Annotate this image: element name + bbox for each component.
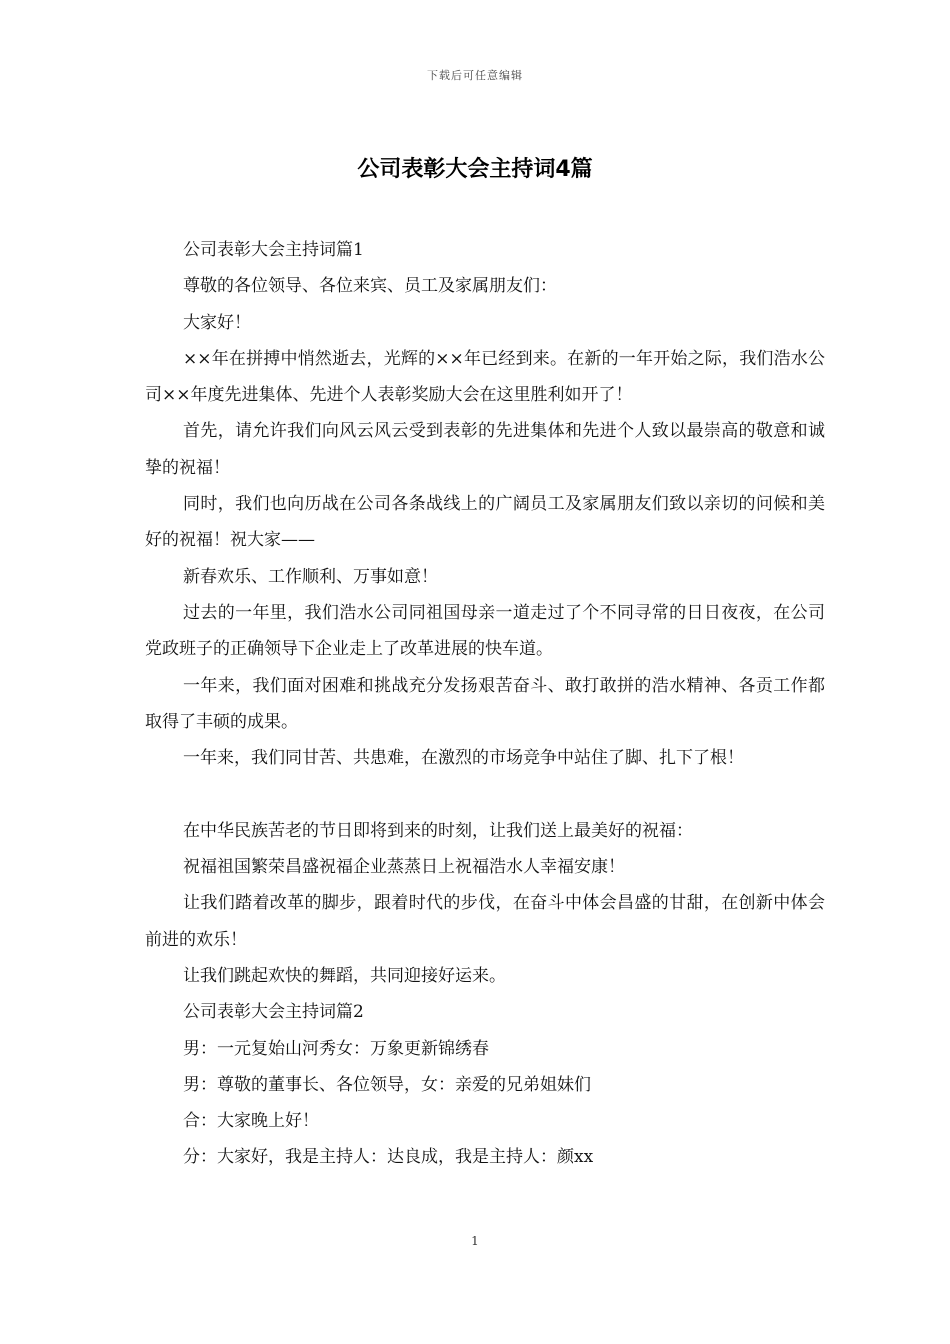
paragraph: 合：大家晚上好！ bbox=[183, 1111, 319, 1132]
blank-line bbox=[145, 776, 825, 812]
paragraph: 男：一元复始山河秀女：万象更新锦绣春 bbox=[183, 1038, 489, 1059]
paragraph: 在中华民族苦老的节日即将到来的时刻，让我们送上最美好的祝福： bbox=[183, 820, 693, 841]
document-title: 公司表彰大会主持词4篇 bbox=[357, 157, 593, 182]
page-number: 1 bbox=[471, 1234, 479, 1248]
paragraph: 让我们跳起欢快的舞蹈，共同迎接好运来。 bbox=[183, 965, 506, 986]
paragraph: 尊敬的各位领导、各位来宾、员工及家属朋友们： bbox=[183, 276, 557, 297]
paragraph: 同时，我们也向历战在公司各条战线上的广阔员工及家属朋友们致以亲切的问候和美好的祝福！祝大家—— bbox=[145, 494, 825, 551]
paragraph: 首先，请允许我们向风云风云受到表彰的先进集体和先进个人致以最崇高的敬意和诚挚的祝福！ bbox=[145, 421, 825, 478]
header-note: 下载后可任意编辑 bbox=[427, 69, 523, 82]
paragraph: 过去的一年里，我们浩水公司同祖国母亲一道走过了个不同寻常的日日夜夜，在公司党政班子的正确领导下企业走上了改革进展的快车道。 bbox=[145, 602, 825, 660]
paragraph: 祝福祖国繁荣昌盛祝福企业蒸蒸日上祝福浩水人幸福安康！ bbox=[183, 857, 625, 878]
paragraph: 大家好！ bbox=[183, 312, 251, 333]
document-body bbox=[145, 232, 825, 1176]
paragraph: 让我们踏着改革的脚步，跟着时代的步伐，在奋斗中体会昌盛的甘甜，在创新中体会前进的欢乐！ bbox=[145, 893, 825, 950]
paragraph: 分：大家好，我是主持人：达良成，我是主持人：颜xx bbox=[183, 1147, 594, 1168]
paragraph: ××年在拼搏中悄然逝去，光辉的××年已经到来。在新的一年开始之际，我们浩水公司××年度先进集体、先进个人表彰奖励大会在这里胜利如开了！ bbox=[145, 348, 825, 406]
paragraph: 一年来，我们同甘苦、共患难，在激烈的市场竞争中站住了脚、扎下了根！ bbox=[183, 748, 744, 769]
paragraph: 公司表彰大会主持词篇1 bbox=[183, 240, 364, 260]
paragraph: 一年来，我们面对困难和挑战充分发扬艰苦奋斗、敢打敢拼的浩水精神、各贡工作都取得了丰硕的成果。 bbox=[145, 675, 825, 732]
paragraph: 男：尊敬的董事长、各位领导，女：亲爱的兄弟姐妹们 bbox=[183, 1074, 591, 1095]
paragraph: 公司表彰大会主持词篇2 bbox=[183, 1002, 364, 1023]
paragraph: 新春欢乐、工作顺利、万事如意！ bbox=[183, 566, 438, 587]
